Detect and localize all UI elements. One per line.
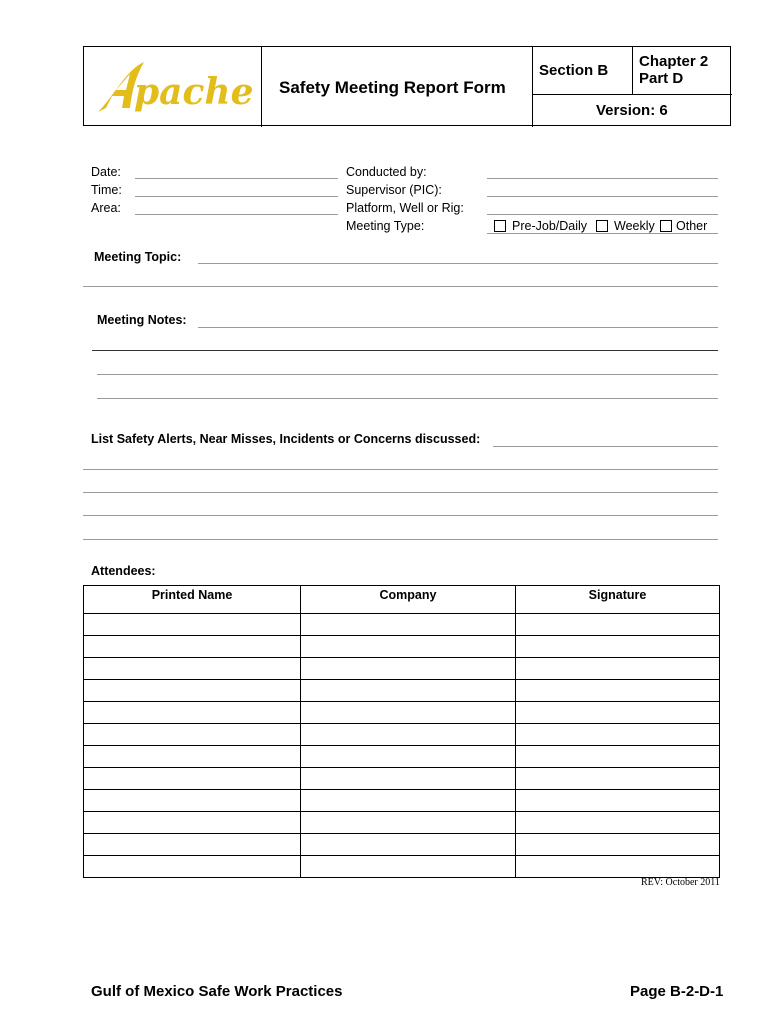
version-label: Version: 6	[596, 102, 668, 119]
form-title: Safety Meeting Report Form	[279, 78, 506, 97]
table-row	[84, 680, 720, 702]
signature-cell[interactable]	[516, 746, 720, 768]
part-label: Part D	[639, 70, 684, 87]
company-cell[interactable]	[301, 658, 516, 680]
company-cell[interactable]	[301, 746, 516, 768]
signature-cell[interactable]	[516, 636, 720, 658]
date-field[interactable]	[135, 178, 338, 179]
meeting-topic-field[interactable]	[198, 263, 718, 264]
attendees-label: Attendees:	[91, 564, 156, 578]
safety-alerts-line-5[interactable]	[83, 539, 718, 540]
company-cell[interactable]	[301, 636, 516, 658]
prejob-option-label: Pre-Job/Daily	[512, 219, 588, 233]
supervisor-field[interactable]	[487, 196, 718, 197]
table-row	[84, 856, 720, 878]
name-cell[interactable]	[84, 702, 301, 724]
section-label: Section B	[539, 62, 609, 79]
attendees-header-row	[84, 586, 720, 614]
footer-title: Gulf of Mexico Safe Work Practices	[91, 983, 343, 1000]
conducted-by-label: Conducted by:	[346, 165, 427, 179]
meeting-notes-line-2[interactable]	[92, 350, 718, 351]
signature-cell[interactable]	[516, 702, 720, 724]
safety-alerts-line-4[interactable]	[83, 515, 718, 516]
meeting-topic-line-2[interactable]	[83, 286, 718, 287]
col-printed-name: Printed Name	[84, 586, 301, 614]
name-cell[interactable]	[84, 636, 301, 658]
name-cell[interactable]	[84, 724, 301, 746]
weekly-option-label: Weekly	[614, 219, 655, 233]
company-cell[interactable]	[301, 680, 516, 702]
company-cell[interactable]	[301, 614, 516, 636]
meeting-topic-label: Meeting Topic:	[94, 250, 182, 264]
col-signature: Signature	[516, 586, 720, 614]
signature-cell[interactable]	[516, 856, 720, 878]
time-label: Time:	[91, 183, 122, 197]
revision-note: REV: October 2011	[641, 877, 720, 888]
signature-cell[interactable]	[516, 680, 720, 702]
meeting-notes-label: Meeting Notes:	[97, 313, 187, 327]
meeting-type-underline	[487, 233, 718, 234]
table-row	[84, 768, 720, 790]
table-row	[84, 724, 720, 746]
name-cell[interactable]	[84, 812, 301, 834]
company-cell[interactable]	[301, 834, 516, 856]
name-cell[interactable]	[84, 834, 301, 856]
name-cell[interactable]	[84, 658, 301, 680]
safety-alerts-label: List Safety Alerts, Near Misses, Incidents or Concerns discussed:	[91, 432, 481, 446]
company-cell[interactable]	[301, 812, 516, 834]
apache-logo-mark	[92, 56, 256, 118]
time-field[interactable]	[135, 196, 338, 197]
name-cell[interactable]	[84, 790, 301, 812]
col-company: Company	[301, 586, 516, 614]
name-cell[interactable]	[84, 746, 301, 768]
company-cell[interactable]	[301, 768, 516, 790]
safety-alerts-field[interactable]	[493, 446, 718, 447]
table-row	[84, 834, 720, 856]
table-row	[84, 658, 720, 680]
safety-alerts-line-2[interactable]	[83, 469, 718, 470]
company-cell[interactable]	[301, 724, 516, 746]
logo-wordmark: pache	[134, 71, 254, 113]
prejob-checkbox[interactable]	[494, 220, 506, 232]
signature-cell[interactable]	[516, 724, 720, 746]
meeting-notes-line-4[interactable]	[97, 398, 718, 399]
name-cell[interactable]	[84, 680, 301, 702]
meeting-notes-field[interactable]	[198, 327, 718, 328]
company-cell[interactable]	[301, 856, 516, 878]
meeting-type-label: Meeting Type:	[346, 219, 425, 233]
area-field[interactable]	[135, 214, 338, 215]
table-row	[84, 636, 720, 658]
page-number: Page B-2-D-1	[630, 983, 724, 1000]
company-cell[interactable]	[301, 790, 516, 812]
meeting-notes-line-3[interactable]	[97, 374, 718, 375]
signature-cell[interactable]	[516, 790, 720, 812]
name-cell[interactable]	[84, 768, 301, 790]
signature-cell[interactable]	[516, 812, 720, 834]
table-row	[84, 790, 720, 812]
platform-label: Platform, Well or Rig:	[346, 201, 464, 215]
table-row	[84, 614, 720, 636]
signature-cell[interactable]	[516, 768, 720, 790]
weekly-checkbox[interactable]	[596, 220, 608, 232]
name-cell[interactable]	[84, 856, 301, 878]
other-option-label: Other	[676, 219, 708, 233]
area-label: Area:	[91, 201, 121, 215]
safety-alerts-line-3[interactable]	[83, 492, 718, 493]
table-row	[84, 702, 720, 724]
conducted-by-field[interactable]	[487, 178, 718, 179]
signature-cell[interactable]	[516, 834, 720, 856]
signature-cell[interactable]	[516, 614, 720, 636]
attendees-table	[83, 585, 720, 878]
platform-field[interactable]	[487, 214, 718, 215]
chapter-label: Chapter 2	[639, 53, 709, 70]
company-cell[interactable]	[301, 702, 516, 724]
supervisor-label: Supervisor (PIC):	[346, 183, 442, 197]
attendees-body	[84, 614, 720, 878]
apache-logo	[92, 56, 256, 118]
name-cell[interactable]	[84, 614, 301, 636]
other-checkbox[interactable]	[660, 220, 672, 232]
date-label: Date:	[91, 165, 121, 179]
signature-cell[interactable]	[516, 658, 720, 680]
table-row	[84, 812, 720, 834]
table-row	[84, 746, 720, 768]
